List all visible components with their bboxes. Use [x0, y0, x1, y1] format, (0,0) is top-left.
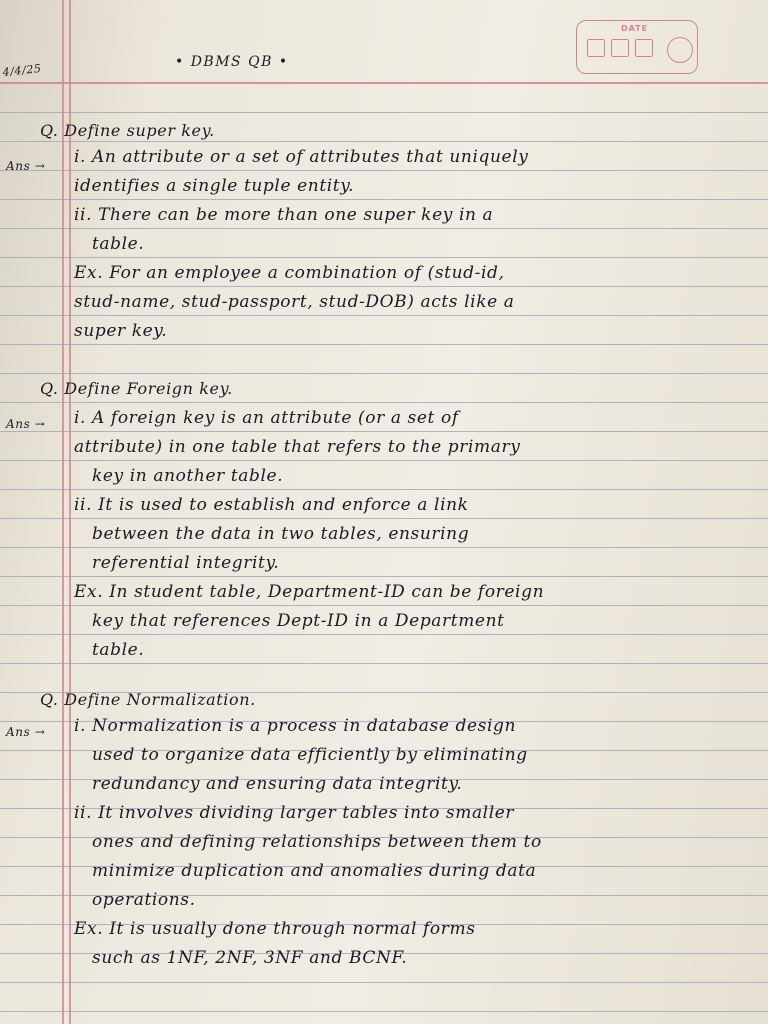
date-circle: [667, 37, 693, 63]
date-cell: [611, 39, 629, 57]
ruled-line: [0, 141, 768, 142]
ruled-line: [0, 431, 768, 432]
ruled-line: [0, 489, 768, 490]
ruled-line: [0, 1011, 768, 1012]
ruled-line: [0, 402, 768, 403]
answer-line: Ex. For an employee a combination of (stud-id,: [74, 263, 505, 283]
ruled-line: [0, 315, 768, 316]
answer-line: such as 1NF, 2NF, 3NF and BCNF.: [92, 948, 408, 968]
answer-line: minimize duplication and anomalies during data: [92, 861, 537, 881]
ruled-line: [0, 257, 768, 258]
top-margin-rule: [0, 82, 768, 84]
ruled-line: [0, 373, 768, 374]
answer-line: Ex. It is usually done through normal forms: [74, 919, 476, 939]
answer-line: identifies a single tuple entity.: [74, 176, 355, 196]
answer-line: redundancy and ensuring data integrity.: [92, 774, 463, 794]
ans-marker: Ans →: [6, 417, 46, 431]
margin-line: [69, 0, 71, 1024]
ruled-line: [0, 344, 768, 345]
answer-line: i. A foreign key is an attribute (or a set of: [74, 408, 459, 428]
question-heading: Q. Define Foreign key.: [40, 379, 233, 398]
date-cell: [635, 39, 653, 57]
answer-line: i. An attribute or a set of attributes that uniquely: [74, 147, 529, 167]
ruled-line: [0, 576, 768, 577]
ruled-line: [0, 605, 768, 606]
answer-line: stud-name, stud-passport, stud-DOB) acts like a: [74, 292, 515, 312]
answer-line: key in another table.: [92, 466, 284, 486]
ans-marker: Ans →: [6, 159, 46, 173]
ruled-line: [0, 663, 768, 664]
ruled-line: [0, 460, 768, 461]
date-cell: [587, 39, 605, 57]
question-heading: Q. Define Normalization.: [40, 690, 256, 709]
answer-line: used to organize data efficiently by eliminating: [92, 745, 528, 765]
answer-line: key that references Dept-ID in a Department: [92, 611, 505, 631]
answer-line: ones and defining relationships between them to: [92, 832, 542, 852]
date-box-label: DATE: [621, 24, 649, 33]
date-box: [576, 20, 698, 74]
page-title: • DBMS QB •: [175, 54, 289, 70]
answer-line: ii. It involves dividing larger tables into smaller: [74, 803, 515, 823]
page-date: 4/4/25: [2, 61, 43, 79]
answer-line: attribute) in one table that refers to the primary: [74, 437, 521, 457]
ans-marker: Ans →: [6, 725, 46, 739]
answer-line: referential integrity.: [92, 553, 280, 573]
answer-line: super key.: [74, 321, 168, 341]
ruled-line: [0, 112, 768, 113]
answer-line: Ex. In student table, Department-ID can be foreign: [74, 582, 545, 602]
answer-line: i. Normalization is a process in database design: [74, 716, 517, 736]
ruled-line: [0, 170, 768, 171]
ruled-line: [0, 518, 768, 519]
ruled-line: [0, 982, 768, 983]
answer-line: table.: [92, 234, 145, 254]
ruled-line: [0, 286, 768, 287]
ruled-line: [0, 547, 768, 548]
answer-line: operations.: [92, 890, 196, 910]
question-heading: Q. Define super key.: [40, 121, 215, 140]
answer-line: ii. There can be more than one super key in a: [74, 205, 494, 225]
ruled-line: [0, 634, 768, 635]
answer-line: ii. It is used to establish and enforce a link: [74, 495, 469, 515]
answer-line: table.: [92, 640, 145, 660]
margin-line: [62, 0, 64, 1024]
ruled-line: [0, 228, 768, 229]
ruled-line: [0, 199, 768, 200]
answer-line: between the data in two tables, ensuring: [92, 524, 470, 544]
